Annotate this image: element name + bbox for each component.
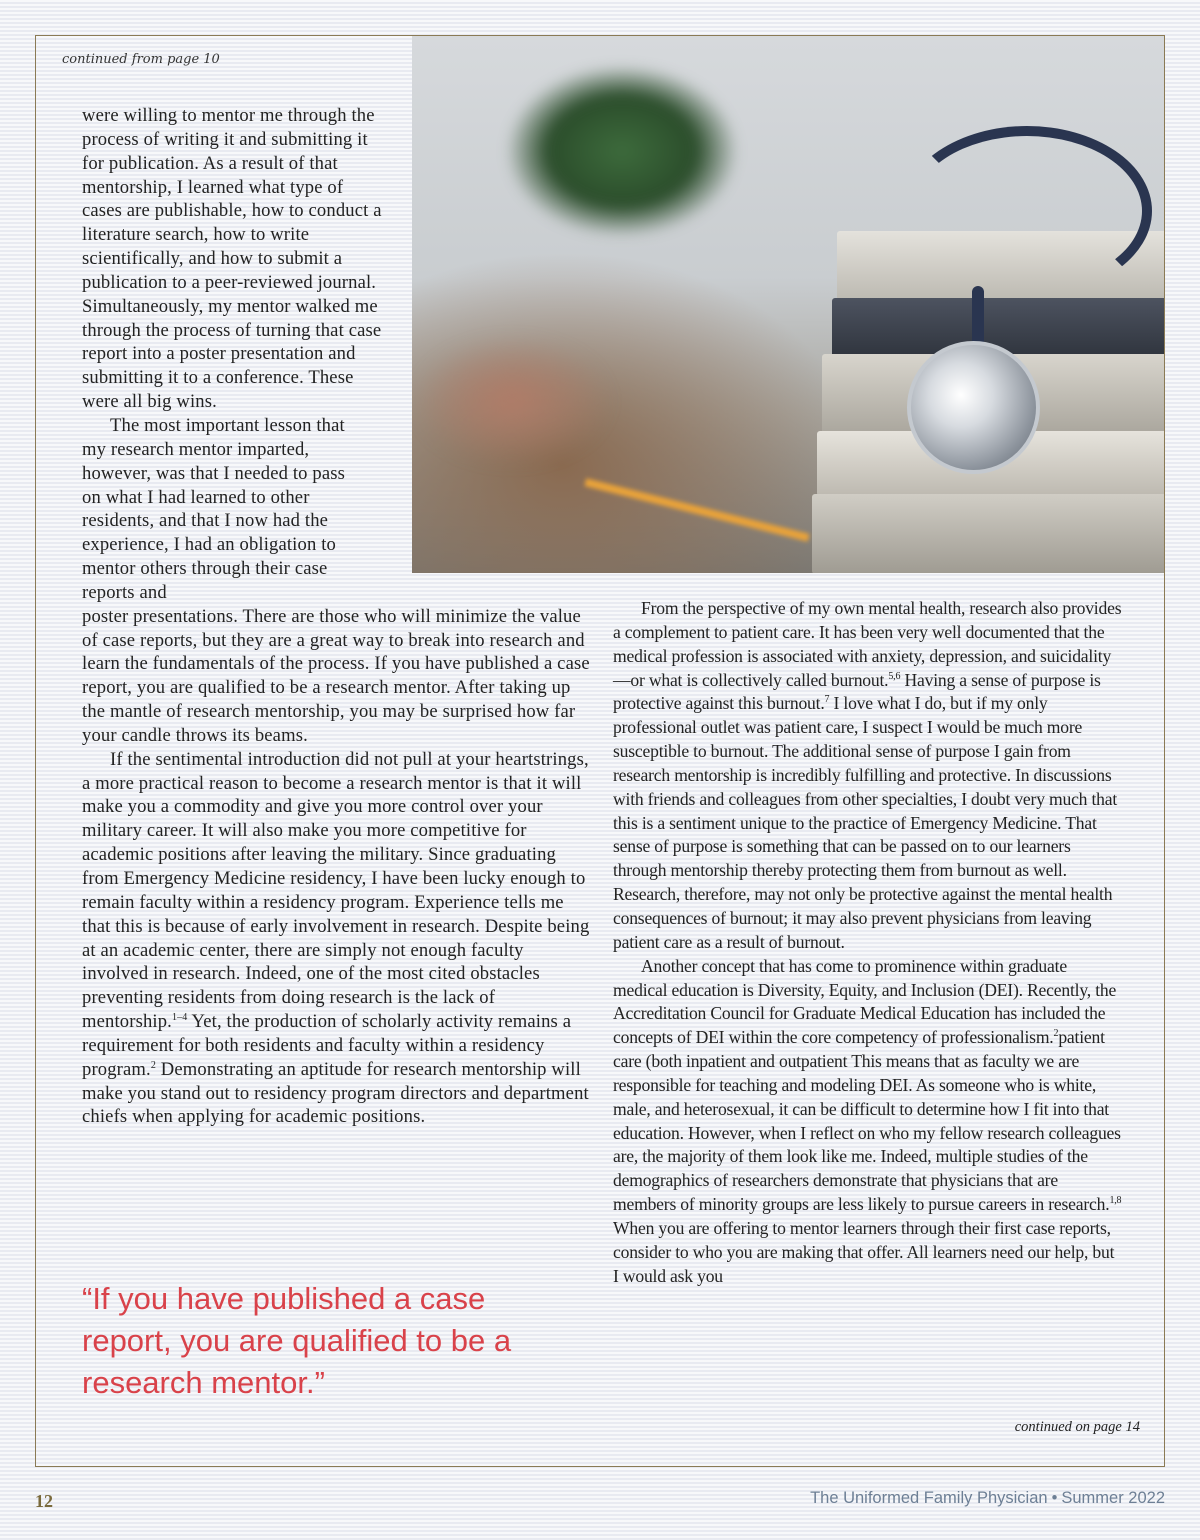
book xyxy=(812,494,1164,573)
stethoscope-icon xyxy=(907,341,1040,474)
text-run: If the sentimental introduction did not pull at your heartstrings, a more practical reason to become a research mentor is that it will make you a commodity and give you more control over your military career. It will also make you more competitive for academic positions after leaving the military. Since graduating from Emergency Medicine residency, I have been lucky enough to remain faculty within a residency program. Experience tells me that this is because of early involvement in research. Despite being at an academic center, there are simply not enough faculty involved in research. Indeed, one of the most cited obstacles preventing residents from doing research is the lack of mentorship. xyxy=(82,748,590,1033)
publication-name: The Uniformed Family Physician xyxy=(810,1489,1048,1507)
paragraph: poster presentations. There are those who will minimize the value of case reports, but they are a great way to break into research and learn the fundamentals of the process. If you have published a case report, you are qualified to be a research mentor. After taking up the mantle of research mentorship, you may be surprised how far your candle throws its beams. xyxy=(82,605,590,746)
text-run: patient care (both inpatient and outpatient This means that as faculty we are responsible for teaching and modeling DEI. As someone who is white, male, and heterosexual, it can be difficult to determine how I fit into that education. However, when I reflect on who my fellow research colleagues are, the majority of them look like me. Indeed, multiple studies of the demographics of researchers demonstrate that physicians that are members of minority groups are less likely to pursue careers in research. xyxy=(613,1027,1121,1215)
paragraph: were willing to mentor me through the process of writing it and submitting it for publication. As a result of that mentorship, I learned what type of cases are publishable, how to conduct a literature search, how to write scientifically, and how to submit a publication to a peer-reviewed journal. Simultaneously, my mentor walked me through the process of turning that case report into a poster presentation and submitting it to a conference. These were all big wins. xyxy=(82,105,382,413)
stethoscope-tube xyxy=(902,126,1152,296)
pencil-blur xyxy=(584,478,809,541)
citation: 1,8 xyxy=(1109,1195,1122,1207)
citation: 5,6 xyxy=(888,670,901,682)
paragraph xyxy=(82,748,592,1130)
left-column xyxy=(82,104,592,1129)
citation: 1–4 xyxy=(171,1011,188,1023)
continued-from-label: continued from page 10 xyxy=(62,52,220,67)
pull-quote: “If you have published a case report, you are qualified to be a research mentor.” xyxy=(82,1281,512,1400)
text-run: From the perspective of my own mental health, research also provides a complement to patient care. It has been very well documented that the medical profession is associated with anxiety, depression, and suicidality—or what is collectively called burnout. xyxy=(613,598,1122,690)
paragraph xyxy=(613,597,1123,955)
citation: 2 xyxy=(150,1059,156,1071)
text-run: Demonstrating an aptitude for research mentorship will make you stand out to residency program directors and department chiefs when applying for academic positions. xyxy=(82,1058,589,1128)
separator: • xyxy=(1051,1489,1058,1507)
continued-on-label: continued on page 14 xyxy=(1014,1419,1140,1435)
issue-label: Summer 2022 xyxy=(1061,1489,1165,1507)
text-run: I love what I do, but if my only professional outlet was patient care, I suspect I would be much more susceptible to burnout. The additional sense of purpose I gain from research mentorship is incredibly fulfilling and protective. In discussions with friends and colleagues from other specialties, I doubt very much that this is a sentiment unique to the practice of Emergency Medicine. That sense of purpose is something that can be passed on to our learners through mentorship thereby protecting them from burnout as well. Research, therefore, may not only be protective against the mental health consequences of burnout; it may also prevent physicians from leaving patient care as a result of burnout. xyxy=(613,693,1118,952)
right-column xyxy=(613,597,1123,1288)
text-run: Having a sense of purpose is protective against this burnout. xyxy=(613,669,1101,714)
text-run: When you are offering to mentor learners through their first case reports, consider to who you are making that offer. All learners need our help, but I would ask you xyxy=(613,1217,1115,1286)
citation: 7 xyxy=(824,694,830,706)
page-number: 12 xyxy=(35,1491,53,1511)
citation: 2 xyxy=(1053,1028,1059,1040)
paragraph xyxy=(613,955,1123,1289)
paragraph: The most important lesson that my research mentor imparted, however, was that I needed to pass on what I had learned to other residents, and that I now had the experience, I had an obligation to mentor others through their case reports and xyxy=(82,414,346,603)
text-run: Yet, the production of scholarly activity remains a requirement for both residents and faculty within a residency program. xyxy=(82,1011,572,1080)
text-run: Another concept that has come to prominence within graduate medical education is Diversity, Equity, and Inclusion (DEI). Recently, the Accreditation Council for Graduate Medical Education has included the concepts of DEI within the core competency of professionalism. xyxy=(613,955,1117,1048)
publication-footer xyxy=(810,1489,1165,1508)
